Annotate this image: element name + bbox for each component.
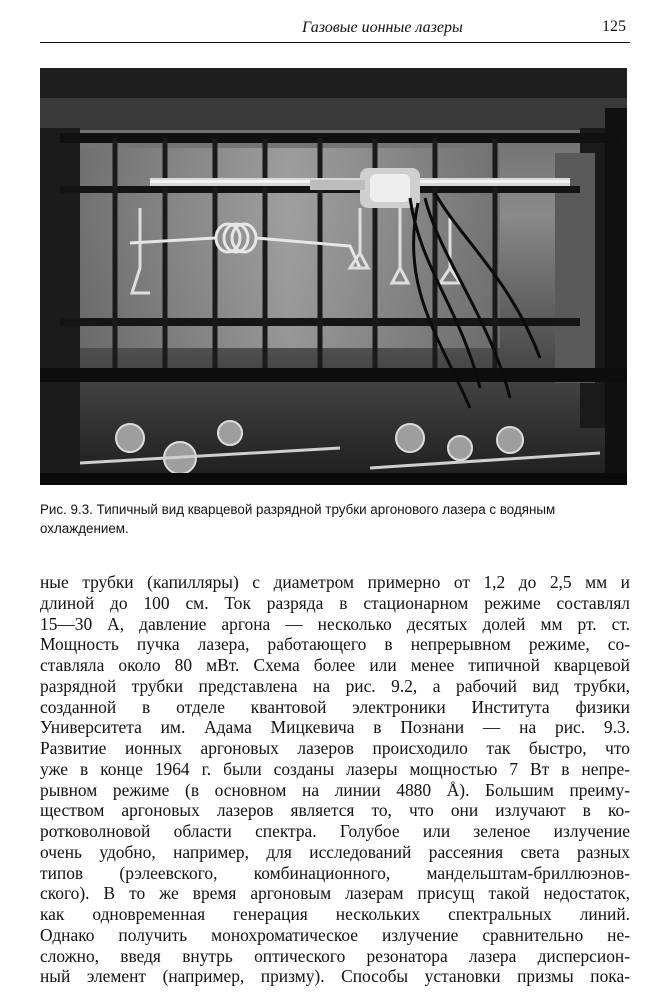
caption-line: охлаждением. — [40, 521, 129, 536]
text-line: ставляла около 80 мВт. Схема более или менее типичной кварцевой — [40, 655, 630, 675]
text-line: Университета им. Адама Мицкевича в Познани — на рис. 9.3. — [40, 717, 630, 738]
body-text — [40, 572, 630, 987]
page-number: 125 — [602, 18, 626, 35]
text-line: Однако получить монохроматическое излучение сравнительно не- — [40, 924, 630, 945]
text-line: ротковолновой области спектра. Голубое или зеленое излучение — [40, 821, 630, 841]
text-line: как одновременная генерация нескольких спектральных линий. — [40, 904, 630, 924]
running-title: Газовые ионные лазеры — [302, 19, 463, 36]
text-line: ные трубки (капилляры) с диаметром примерно от 1,2 до 2,5 мм и — [40, 572, 630, 592]
text-line: ный элемент (например, призму). Способы установки призмы пока- — [40, 966, 630, 987]
caption-line: Рис. 9.3. Типичный вид кварцевой разрядной трубки аргонового лазера с водяным — [40, 502, 556, 517]
figure-caption — [40, 500, 630, 538]
page-header — [40, 14, 630, 43]
text-line: длиной до 100 см. Ток разряда в стационарном режиме составлял — [40, 592, 630, 613]
argon-laser-tube-photo — [40, 68, 627, 485]
text-line: уже в конце 1964 г. были созданы лазеры мощностью 7 Вт в непре- — [40, 758, 630, 779]
text-line: рывном режиме (в основном на линии 4880 Å). Большим преиму- — [40, 779, 630, 800]
text-line: ществом аргоновых лазеров является то, что они излучают в ко- — [40, 800, 630, 821]
text-line: созданной в отделе квантовой электроники Института физики — [40, 696, 630, 717]
figure-photo — [40, 68, 627, 485]
text-line: Развитие ионных аргоновых лазеров происходило так быстро, что — [40, 738, 630, 758]
text-line: сложно, введя внутрь оптического резонатора лазера дисперсион- — [40, 945, 630, 966]
text-line: очень удобно, например, для исследований рассеяния света разных — [40, 841, 630, 862]
text-line: Мощность пучка лазера, работающего в непрерывном режиме, со- — [40, 634, 630, 655]
text-line: ского). В то же время аргоновым лазерам присущ такой недостаток, — [40, 883, 630, 904]
text-line: разрядной трубки представлена на рис. 9.2, а рабочий вид трубки, — [40, 675, 630, 696]
text-line: типов (рэлеевского, комбинационного, мандельштам-бриллюэнов- — [40, 862, 630, 883]
text-line: 15—30 А, давление аргона — несколько десятых долей мм рт. ст. — [40, 613, 630, 634]
